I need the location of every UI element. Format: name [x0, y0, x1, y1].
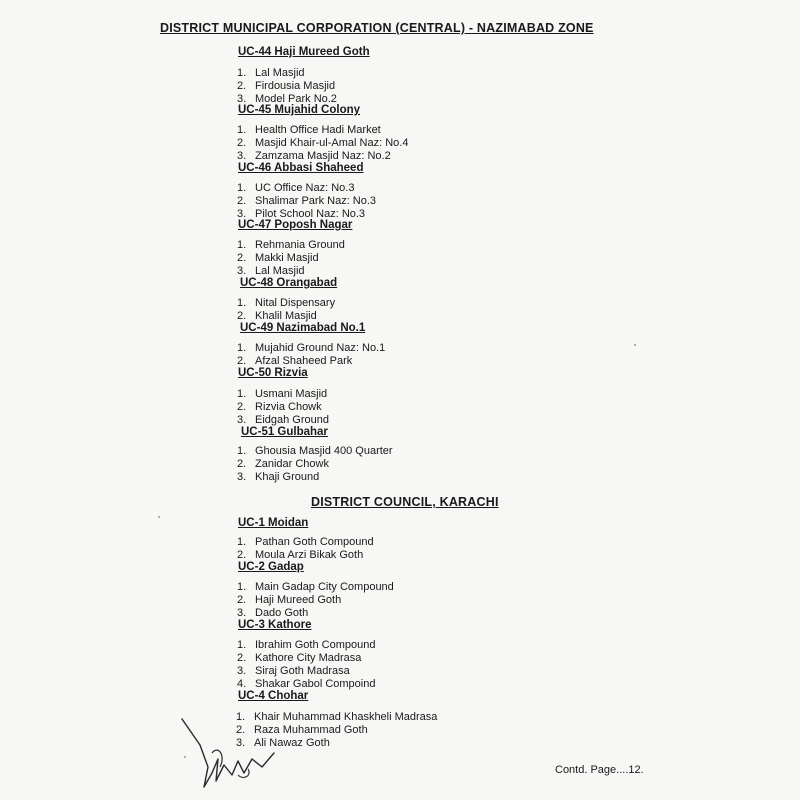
section-heading-dmc-central: DISTRICT MUNICIPAL CORPORATION (CENTRAL) - NAZIMABAD ZONE — [160, 21, 594, 35]
list-item: 2. Rizvia Chowk — [237, 401, 322, 413]
list-item: 3. Siraj Goth Madrasa — [237, 665, 350, 677]
scan-speck — [158, 516, 160, 518]
list-item: 2. Masjid Khair-ul-Amal Naz: No.4 — [237, 137, 409, 149]
list-item: 1. Ghousia Masjid 400 Quarter — [237, 445, 393, 457]
list-item: 1. Mujahid Ground Naz: No.1 — [237, 342, 386, 354]
list-item: 3. Dado Goth — [237, 607, 309, 619]
uc-title: UC-51 Gulbahar — [241, 426, 328, 438]
list-item: 3. Ali Nawaz Goth — [236, 737, 330, 749]
uc-title: UC-49 Nazimabad No.1 — [240, 322, 366, 334]
list-item: 3. Eidgah Ground — [237, 414, 329, 426]
list-item: 3. Khaji Ground — [237, 471, 320, 483]
uc-title: UC-48 Orangabad — [240, 277, 338, 289]
uc-title: UC-46 Abbasi Shaheed — [238, 162, 364, 174]
list-item: 2. Zanidar Chowk — [237, 458, 329, 470]
list-item: 1. Health Office Hadi Market — [237, 124, 381, 136]
handwritten-signature-icon — [178, 715, 288, 795]
list-item: 2. Firdousia Masjid — [237, 80, 336, 92]
uc-title: UC-2 Gadap — [238, 561, 304, 573]
list-item: 2. Afzal Shaheed Park — [237, 355, 353, 367]
list-item: 1. Usmani Masjid — [237, 388, 328, 400]
list-item: 2. Haji Mureed Goth — [237, 594, 342, 606]
list-item: 1. Nital Dispensary — [237, 297, 336, 309]
list-item: 2. Makki Masjid — [237, 252, 319, 264]
list-item: 3. Zamzama Masjid Naz: No.2 — [237, 150, 391, 162]
list-item: 3. Pilot School Naz: No.3 — [237, 208, 366, 220]
list-item: 1. UC Office Naz: No.3 — [237, 182, 355, 194]
list-item: 2. Shalimar Park Naz: No.3 — [237, 195, 377, 207]
continued-page-note: Contd. Page....12. — [555, 764, 644, 776]
uc-title: UC-50 Rizvia — [238, 367, 308, 379]
list-item: 1. Ibrahim Goth Compound — [237, 639, 376, 651]
list-item: 1. Lal Masjid — [237, 67, 305, 79]
list-item: 1. Main Gadap City Compound — [237, 581, 394, 593]
list-item: 2. Khalil Masjid — [237, 310, 317, 322]
scan-speck — [634, 344, 636, 346]
list-item: 3. Model Park No.2 — [237, 93, 337, 105]
list-item: 1. Rehmania Ground — [237, 239, 345, 251]
uc-title: UC-1 Moidan — [238, 517, 309, 529]
list-item: 3. Lal Masjid — [237, 265, 305, 277]
list-item: 2. Kathore City Madrasa — [237, 652, 362, 664]
list-item: 1. Khair Muhammad Khaskheli Madrasa — [236, 711, 438, 723]
uc-title: UC-3 Kathore — [238, 619, 312, 631]
uc-title: UC-47 Poposh Nagar — [238, 219, 353, 231]
list-item: 2. Raza Muhammad Goth — [236, 724, 368, 736]
list-item: 2. Moula Arzi Bikak Goth — [237, 549, 364, 561]
list-item: 4. Shakar Gabol Compoind — [237, 678, 376, 690]
uc-title: UC-4 Chohar — [238, 690, 309, 702]
scan-speck — [184, 756, 186, 758]
uc-title: UC-44 Haji Mureed Goth — [238, 46, 370, 58]
section-heading-district-council: DISTRICT COUNCIL, KARACHI — [311, 495, 499, 509]
list-item: 1. Pathan Goth Compound — [237, 536, 374, 548]
uc-title: UC-45 Mujahid Colony — [238, 104, 361, 116]
